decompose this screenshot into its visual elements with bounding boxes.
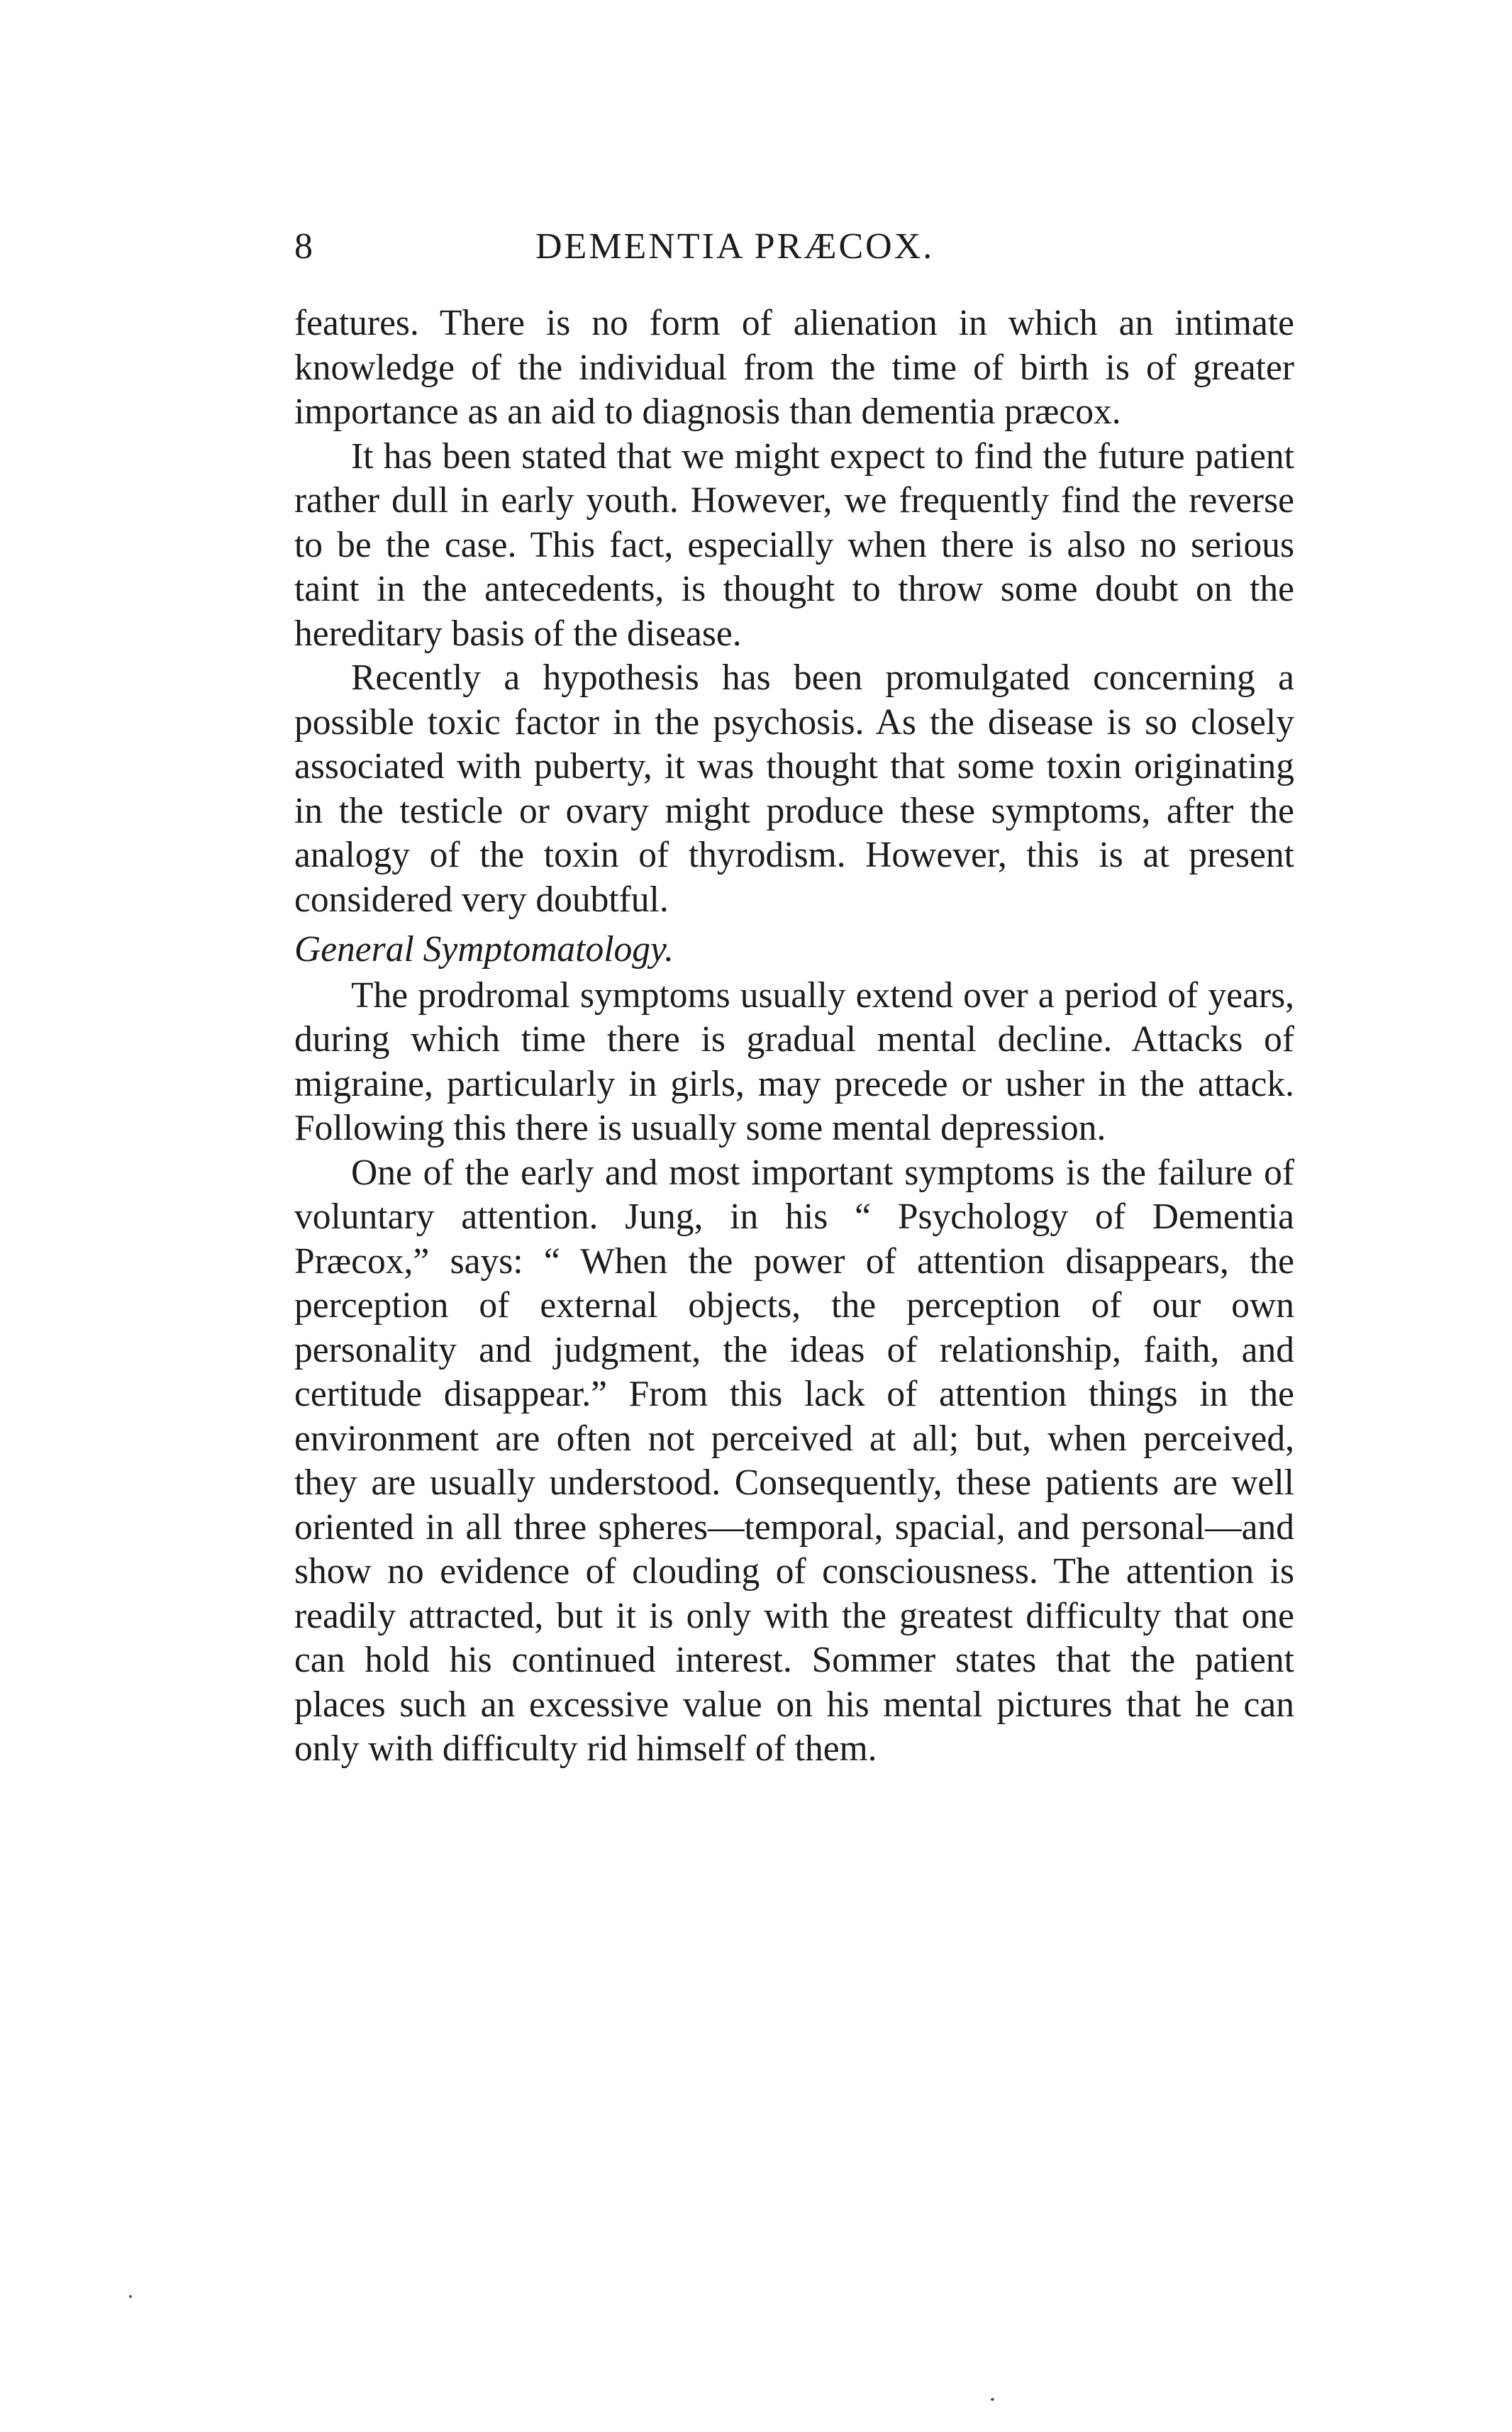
paragraph: The prodromal symptoms usually extend over a period of years, during which time there is gradual mental decline. Attacks of migraine, particularly in girls, may precede or usher in the attack. Following this there is usually some mental depression. [294, 975, 1294, 1148]
page-number: 8 [294, 226, 315, 267]
section-heading: General Symptomatology. [294, 929, 674, 970]
scan-speck [129, 2295, 132, 2298]
paragraph: Recently a hypothesis has been promulgated concerning a possible toxic factor in the psychosis. As the disease is so closely associated with puberty, it was thought that some toxin originating in the testicle or ovary might produce these symptoms, after the analogy of the toxin of thyrodism. However, this is at present considered very doubtful. [294, 657, 1294, 920]
paragraph: One of the early and most important symptoms is the failure of voluntary attention. Jung, in his “ Psychology of Dementia Præcox,” says: “ When the power of attention disappears, the perception of external objects, the perception of our own personality and judgment, the ideas of relationship, faith, and certitude disappear.” From this lack of attention things in the environment are often not perceived at all; but, when perceived, they are usually understood. Consequently, these patients are well oriented in all three spheres—temporal, spacial, and personal—and show no evidence of clouding of consciousness. The attention is readily attracted, but it is only with the greatest difficulty that one can hold his continued interest. Sommer states that the patient places such an excessive value on his mental pictures that he can only with difficulty rid himself of them. [294, 1152, 1294, 1769]
running-head [294, 226, 1294, 275]
running-title: DEMENTIA PRÆCOX. [535, 226, 935, 267]
paragraph: features. There is no form of alienation in which an intimate knowledge of the individual from the time of birth is of greater importance as an aid to diagnosis than dementia præcox. [294, 303, 1294, 432]
paragraph: It has been stated that we might expect to find the future patient rather dull in early youth. However, we frequently find the reverse to be the case. This fact, especially when there is also no serious taint in the antecedents, is thought to throw some doubt on the hereditary basis of the disease. [294, 435, 1294, 654]
body-text [294, 301, 1294, 1772]
scan-speck [991, 2398, 994, 2401]
